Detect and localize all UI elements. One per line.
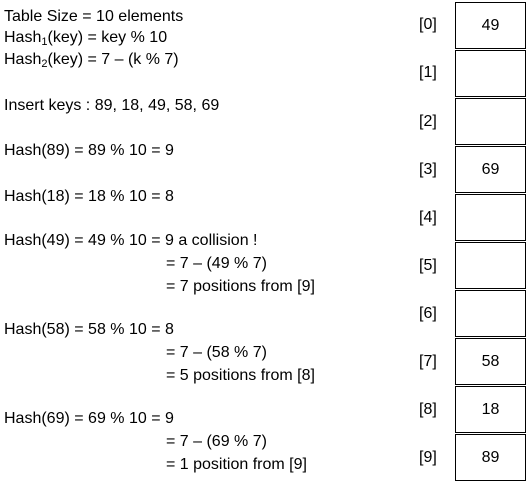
- step-hash-49-line2: = 7 – (49 % 7): [166, 255, 267, 272]
- table-size-text: Table Size = 10 elements: [4, 8, 184, 25]
- table-cell-8: 18: [455, 386, 526, 433]
- table-index-6: [6]: [419, 305, 437, 322]
- hash2-subscript: 2: [41, 58, 48, 70]
- table-index-3: [3]: [419, 161, 437, 178]
- hash2-prefix: Hash: [4, 51, 42, 68]
- table-cell-9: 89: [455, 434, 526, 481]
- step-hash-69: Hash(69) = 69 % 10 = 9: [4, 410, 174, 427]
- step-hash-89: Hash(89) = 89 % 10 = 9: [4, 142, 174, 159]
- insert-keys-text: Insert keys : 89, 18, 49, 58, 69: [4, 97, 220, 114]
- table-cell-2: [455, 98, 526, 145]
- table-index-5: [5]: [419, 257, 437, 274]
- table-index-1: [1]: [419, 64, 437, 81]
- hash2-rest: (key) = 7 – (k % 7): [47, 51, 179, 68]
- step-hash-69-line3: = 1 position from [9]: [166, 456, 307, 473]
- step-hash-58-line2: = 7 – (58 % 7): [166, 344, 267, 361]
- step-hash-49-line3: = 7 positions from [9]: [166, 278, 315, 295]
- table-index-2: [2]: [419, 113, 437, 130]
- table-cell-7: 58: [455, 338, 526, 385]
- table-index-4: [4]: [419, 209, 437, 226]
- table-index-8: [8]: [419, 401, 437, 418]
- table-index-0: [0]: [419, 16, 437, 33]
- hash1-prefix: Hash: [4, 29, 42, 46]
- table-cell-1: [455, 50, 526, 97]
- hash1-rest: (key) = key % 10: [47, 29, 168, 46]
- hash1-formula: [4, 29, 167, 51]
- hash2-formula: [4, 51, 179, 73]
- step-hash-58: Hash(58) = 58 % 10 = 8: [4, 321, 174, 338]
- table-cell-4: [455, 194, 526, 241]
- hash1-subscript: 1: [41, 36, 48, 48]
- step-hash-18: Hash(18) = 18 % 10 = 8: [4, 188, 174, 205]
- table-cell-5: [455, 242, 526, 289]
- step-hash-69-line2: = 7 – (69 % 7): [166, 433, 267, 450]
- table-cell-0: 49: [455, 2, 526, 49]
- step-hash-58-line3: = 5 positions from [8]: [166, 367, 315, 384]
- table-cell-6: [455, 290, 526, 337]
- step-hash-49: Hash(49) = 49 % 10 = 9 a collision !: [4, 232, 258, 249]
- table-index-7: [7]: [419, 353, 437, 370]
- table-cell-3: 69: [455, 146, 526, 193]
- table-index-9: [9]: [419, 449, 437, 466]
